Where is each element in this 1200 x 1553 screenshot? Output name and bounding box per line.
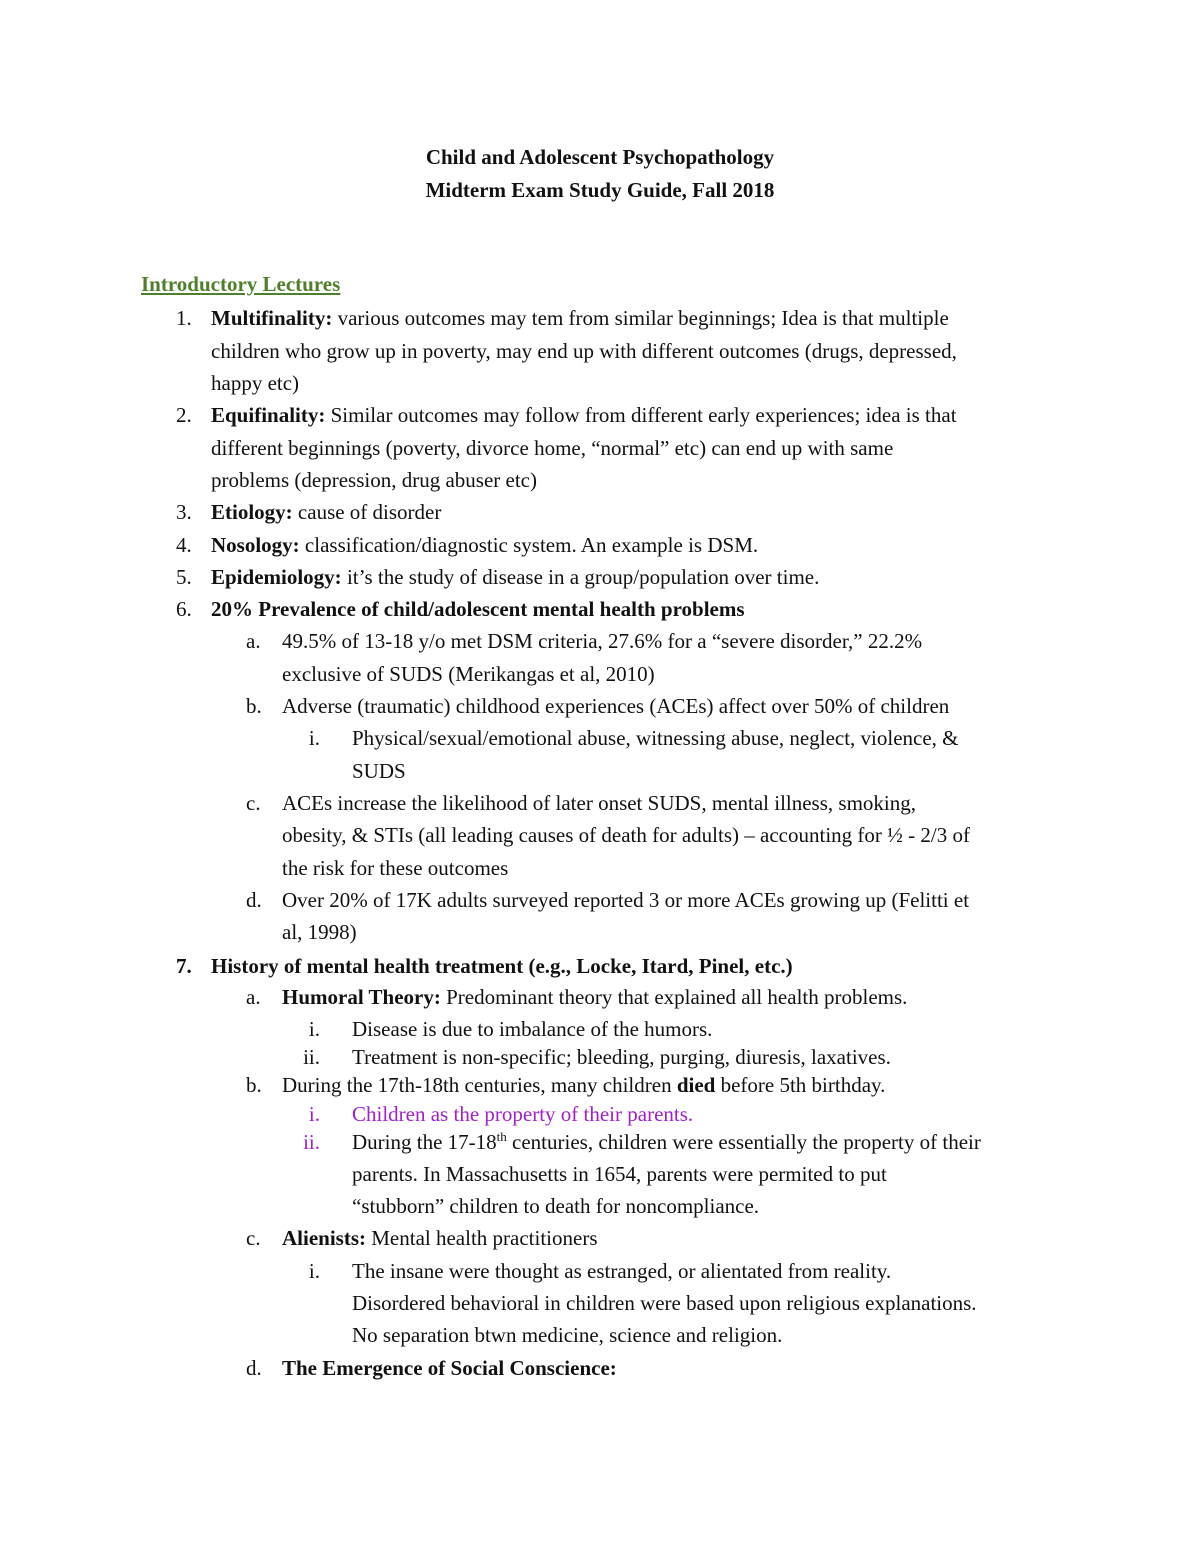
list-text: [211, 593, 745, 625]
definition-cont: different beginnings (poverty, divorce home, “normal” etc) can end up with same: [211, 436, 894, 460]
list-text: [211, 399, 957, 431]
sub-text-cont: exclusive of SUDS (Merikangas et al, 2010): [282, 662, 655, 686]
sub-text-cont: SUDS: [352, 759, 406, 783]
sub-text-cont: No separation btwn medicine, science and religion.: [352, 1323, 783, 1347]
list-text: [211, 496, 441, 528]
sub-text: 49.5% of 13-18 y/o met DSM criteria, 27.6% for a “severe disorder,” 22.2%: [282, 629, 923, 653]
list-number: 5.: [176, 565, 192, 589]
definition: it’s the study of disease in a group/population over time.: [341, 565, 820, 589]
sub-text: Over 20% of 17K adults surveyed reported 3 or more ACEs growing up (Felitti et: [282, 888, 970, 912]
term: Equifinality:: [211, 403, 326, 427]
term: Alienists:: [282, 1226, 366, 1250]
sub-text-cont: al, 1998): [282, 920, 357, 944]
sub-letter: a.: [246, 629, 261, 653]
sub-text-cont: Disordered behavioral in children were based upon religious explanations.: [352, 1291, 977, 1315]
definition: Mental health practitioners: [366, 1226, 598, 1250]
sub-text: [282, 1352, 617, 1384]
sub-text-cont: parents. In Massachusetts in 1654, parents were permited to put: [352, 1162, 887, 1186]
definition: classification/diagnostic system. An example is DSM.: [299, 533, 759, 557]
sub-roman: i.: [308, 1102, 320, 1126]
term: Multifinality:: [211, 306, 333, 330]
sub-text: [282, 981, 907, 1013]
text-part: During the 17-18: [352, 1130, 497, 1154]
text-part: During the 17th-18th centuries, many children: [282, 1073, 677, 1097]
list-text: [211, 302, 949, 334]
sub-roman: ii.: [303, 1045, 320, 1069]
sub-text: [352, 1126, 981, 1158]
sub-letter: c.: [246, 791, 261, 815]
sub-letter: c.: [246, 1226, 261, 1250]
emphasis: died: [676, 1073, 716, 1097]
term: Epidemiology:: [211, 565, 342, 589]
text-part: before 5th birthday.: [715, 1073, 886, 1097]
sub-text: Disease is due to imbalance of the humors.: [352, 1017, 713, 1041]
sub-letter: d.: [246, 1356, 262, 1380]
list-text: [211, 561, 819, 593]
sub-text-cont: obesity, & STIs (all leading causes of death for adults) – accounting for ½ - 2/3 of: [282, 823, 970, 847]
sub-text: [282, 1222, 598, 1254]
sub-roman: i.: [308, 726, 320, 750]
definition-cont: problems (depression, drug abuser etc): [211, 468, 537, 492]
sub-text: [282, 1069, 885, 1101]
document-title: Child and Adolescent Psychopathology: [425, 145, 775, 169]
list-number: 2.: [176, 403, 192, 427]
list-number: 4.: [176, 533, 192, 557]
term: The Emergence of Social Conscience:: [282, 1356, 617, 1380]
list-number: 3.: [176, 500, 192, 524]
term: Humoral Theory:: [282, 985, 441, 1009]
list-number: 1.: [176, 306, 192, 330]
definition: various outcomes may tem from similar beginnings; Idea is that multiple: [332, 306, 949, 330]
list-number: 7.: [176, 954, 192, 978]
sub-text: The insane were thought as estranged, or alientated from reality.: [352, 1259, 892, 1283]
sub-text: ACEs increase the likelihood of later onset SUDS, mental illness, smoking,: [282, 791, 916, 815]
definition: cause of disorder: [292, 500, 442, 524]
term: 20% Prevalence of child/adolescent mental health problems: [211, 597, 745, 621]
term: Nosology:: [211, 533, 300, 557]
sub-roman: ii.: [303, 1130, 320, 1154]
sub-text-cont: “stubborn” children to death for noncompliance.: [352, 1194, 760, 1218]
sub-text-cont: the risk for these outcomes: [282, 856, 509, 880]
sub-roman: i.: [308, 1259, 320, 1283]
definition: Predominant theory that explained all health problems.: [440, 985, 908, 1009]
list-text: [211, 950, 793, 982]
superscript: th: [496, 1129, 507, 1144]
term: Etiology:: [211, 500, 293, 524]
sub-text: Adverse (traumatic) childhood experiences (ACEs) affect over 50% of children: [282, 694, 950, 718]
document-subtitle: Midterm Exam Study Guide, Fall 2018: [425, 178, 775, 202]
sub-letter: b.: [246, 1073, 262, 1097]
sub-text: Children as the property of their parents.: [352, 1102, 694, 1126]
definition-cont: happy etc): [211, 371, 300, 395]
sub-letter: a.: [246, 985, 261, 1009]
list-number: 6.: [176, 597, 192, 621]
definition-cont: children who grow up in poverty, may end up with different outcomes (drugs, depressed,: [211, 339, 957, 363]
list-text: [211, 529, 758, 561]
term: History of mental health treatment (e.g., Locke, Itard, Pinel, etc.): [211, 954, 793, 978]
sub-text: Physical/sexual/emotional abuse, witnessing abuse, neglect, violence, &: [352, 726, 959, 750]
text-part: centuries, children were essentially the property of their: [506, 1130, 981, 1154]
section-heading: Introductory Lectures: [141, 272, 341, 296]
sub-text: Treatment is non-specific; bleeding, purging, diuresis, laxatives.: [352, 1045, 891, 1069]
sub-roman: i.: [308, 1017, 320, 1041]
sub-letter: b.: [246, 694, 262, 718]
definition: Similar outcomes may follow from different early experiences; idea is that: [325, 403, 957, 427]
sub-letter: d.: [246, 888, 262, 912]
